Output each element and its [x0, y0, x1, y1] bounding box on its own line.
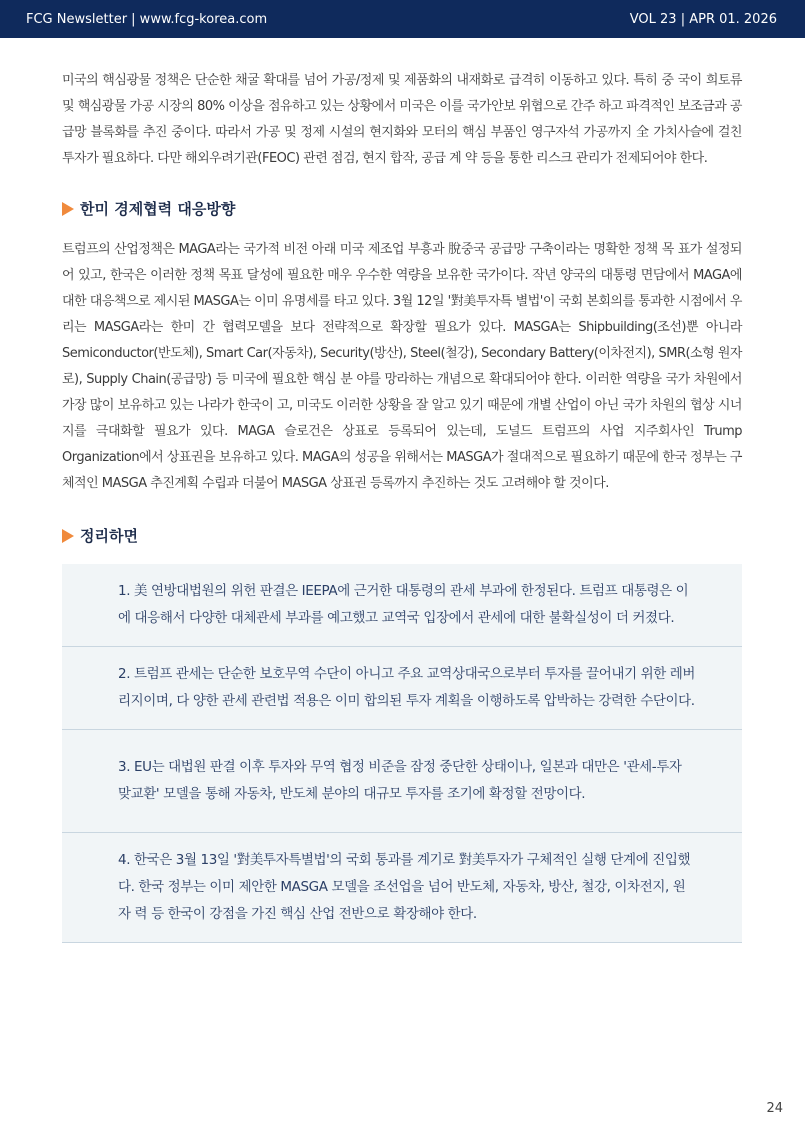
section-heading-cooperation [62, 198, 742, 219]
triangle-bullet-icon [62, 529, 74, 543]
section-heading-summary [62, 525, 742, 546]
newsletter-header-bar [0, 0, 805, 38]
summary-item: 3. EU는 대법원 판결 이후 투자와 무역 협정 비준을 잠정 중단한 상태이나, 일본과 대만은 '관세-투자 맞교환' 모델을 통해 자동차, 반도체 분야의 대규모 투자를 조기에 확정할 전망이다. [62, 730, 742, 833]
summary-item: 1. 美 연방대법원의 위헌 판결은 IEEPA에 근거한 대통령의 관세 부과에 한정된다. 트럼프 대통령은 이에 대응해서 다양한 대체관세 부과를 예고했고 교역국 입장에서 관세에 대한 불확실성이 더 커졌다. [62, 564, 742, 647]
section-heading-cooperation-text: 한미 경제협력 대응방향 [80, 200, 236, 218]
triangle-bullet-icon [62, 202, 74, 216]
summary-item: 2. 트럼프 관세는 단순한 보호무역 수단이 아니고 주요 교역상대국으로부터 투자를 끌어내기 위한 레버리지이며, 다 양한 관세 관련법 적용은 이미 합의된 투자 계획을 이행하도록 압박하는 강력한 수단이다. [62, 647, 742, 730]
intro-paragraph: 미국의 핵심광물 정책은 단순한 채굴 확대를 넘어 가공/정제 및 제품화의 내재화로 급격히 이동하고 있다. 특히 중 국이 희토류 및 핵심광물 가공 시장의 80% 이상을 점유하고 있는 상황에서 미국은 이를 국가안보 위협으로 간주 하고 파격적인 보조금과 공급망 블록화를 추진 중이다. 따라서 가공 및 정제 시설의 현지화와 모터의 핵심 부품인 영구자석 가공까지 全 가치사슬에 걸친 투자가 필요하다. 다만 해외우려기관(FEOC) 관련 점검, 현지 합작, 공급 계 약 등을 통한 리스크 관리가 전제되어야 한다. [62, 73, 742, 166]
article-content [62, 68, 742, 943]
newsletter-site-label: FCG Newsletter | www.fcg-korea.com [26, 11, 268, 27]
section-heading-summary-text: 정리하면 [80, 527, 138, 545]
summary-list [62, 564, 742, 943]
issue-date-label: VOL 23 | APR 01. 2026 [629, 11, 777, 27]
summary-item: 4. 한국은 3월 13일 '對美투자특별법'의 국회 통과를 계기로 對美투자가 구체적인 실행 단계에 진입했 다. 한국 정부는 이미 제안한 MASGA 모델을 조선업을 넘어 반도체, 자동차, 방산, 철강, 이차전지, 원자 력 등 한국이 강점을 가진 핵심 산업 전반으로 확장해야 한다. [62, 833, 742, 943]
page-number: 24 [766, 1101, 783, 1116]
cooperation-paragraph: 트럼프의 산업정책은 MAGA라는 국가적 비전 아래 미국 제조업 부흥과 脫중국 공급망 구축이라는 명확한 정책 목 표가 설정되어 있고, 한국은 이러한 정책 목표 달성에 필요한 매우 우수한 역량을 보유한 국가이다. 작년 양국의 대통령 면담에서 MAGA에 대한 대응책으로 제시된 MASGA는 이미 유명세를 타고 있다. 3월 12일 '對美투자특 별법'이 국회 본회의를 통과한 시점에서 우리는 MASGA라는 한미 간 협력모델을 보다 전략적으로 확장할 필요가 있다. MASGA는 Shipbuilding(조선)뿐 아니라 Semiconductor(반도체), Smart Car(자동차), Security(방산), Steel(철강), Secondary Battery(이차전지), SMR(소형 원자로), Supply Chain(공급망) 등 미국에 필요한 핵심 분 야를 망라하는 개념으로 확대되어야 한다. 이러한 역량을 국가 차원에서 가장 많이 보유하고 있는 나라가 한국이 고, 미국도 이러한 상황을 잘 알고 있기 때문에 개별 산업이 아닌 국가 차원의 협상 시너지를 극대화할 필요가 있다. MAGA 슬로건은 상표로 등록되어 있는데, 도널드 트럼프의 사업 지주회사인 Trump Organization에서 상표권을 보유하고 있다. MAGA의 성공을 위해서는 MASGA가 절대적으로 필요하기 때문에 한국 정부는 구체적인 MASGA 추진계획 수립과 더불어 MASGA 상표권 등록까지 추진하는 것도 고려해야 할 것이다. [62, 242, 742, 491]
